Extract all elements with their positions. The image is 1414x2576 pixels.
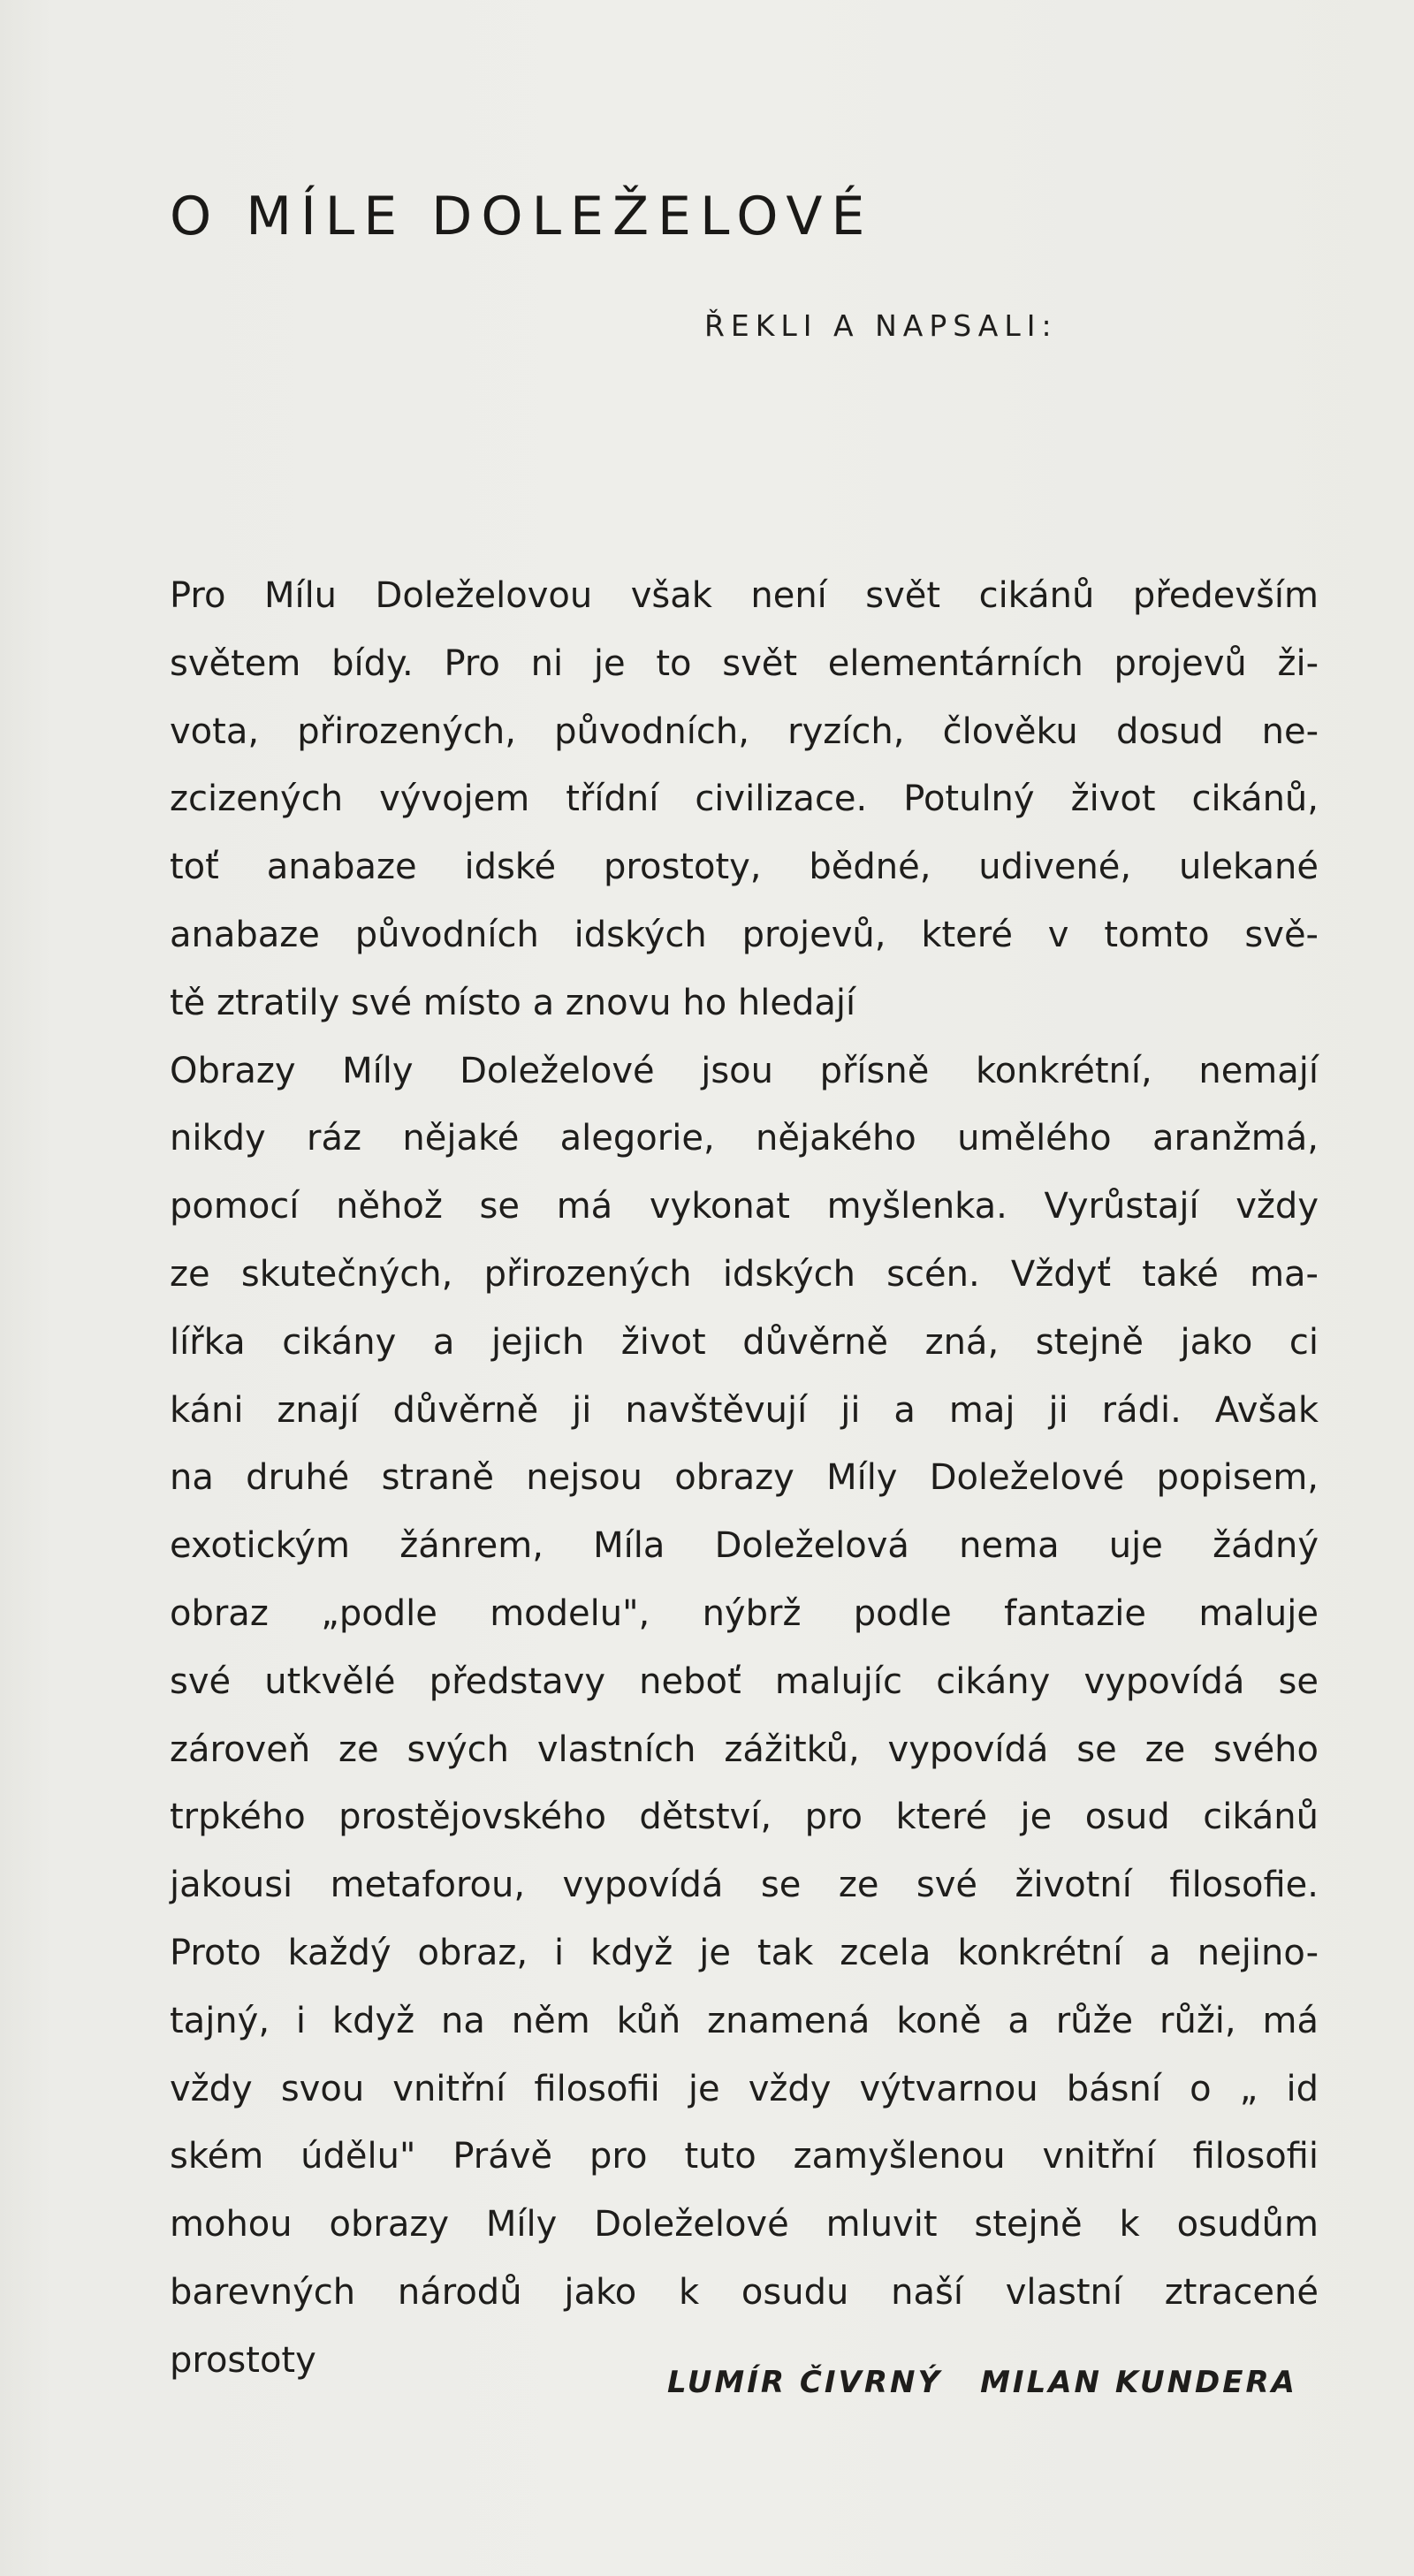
text-line: světem bídy. Pro ni je to svět elementárních projevů ži- (170, 642, 1319, 684)
signatures (667, 2356, 1297, 2409)
text-line: exotickým žánrem, Míla Doleželová nema uje žádný (170, 1525, 1319, 1567)
text-line: barevných národů jako k osudu naší vlastní ztracené (170, 2271, 1319, 2313)
text-line: obraz „podle modelu", nýbrž podle fantazie maluje (170, 1592, 1319, 1634)
author-signature: MILAN KUNDERA (980, 2365, 1297, 2400)
text-line: tě ztratily své místo a znovu ho hledají (170, 982, 856, 1023)
text-line: Obrazy Míly Doleželové jsou přísně konkrétní, nemají (170, 1050, 1319, 1091)
text-line: anabaze původních idských projevů, které v tomto svě- (170, 914, 1319, 955)
text-line: zároveň ze svých vlastních zážitků, vypovídá se ze svého (170, 1729, 1319, 1770)
text-line: ském údělu" Právě pro tuto zamyšlenou vnitřní filosofii (170, 2136, 1319, 2177)
page-title: O MÍLE DOLEŽELOVÉ (170, 186, 874, 247)
text-line: své utkvělé představy neboť malujíc cikány vypovídá se (170, 1660, 1319, 1702)
body-text (170, 562, 1319, 2395)
text-line: na druhé straně nejsou obrazy Míly Doleželové popisem, (170, 1457, 1319, 1499)
text-line: toť anabaze idské prostoty, bědné, udivené, ulekané (170, 847, 1319, 888)
text-line: Pro Mílu Doleželovou však není svět cikánů především (170, 575, 1319, 616)
text-line: nikdy ráz nějaké alegorie, nějakého umělého aranžmá, (170, 1118, 1319, 1159)
text-line: Proto každý obraz, i když je tak zcela konkrétní a nejino- (170, 1932, 1319, 1973)
text-line: zcizených vývojem třídní civilizace. Potulný život cikánů, (170, 779, 1319, 820)
text-line: vždy svou vnitřní filosofii je vždy výtvarnou básní o „ id (170, 2068, 1319, 2109)
text-line: pomocí něhož se má vykonat myšlenka. Vyrůstají vždy (170, 1186, 1319, 1227)
text-line: jakousi metaforou, vypovídá se ze své životní filosofie. (170, 1865, 1319, 1906)
text-line: tajný, i když na něm kůň znamená koně a růže růži, má (170, 2000, 1319, 2041)
page-subtitle: ŘEKLI A NAPSALI: (704, 308, 1058, 343)
text-line: káni znají důvěrně ji navštěvují ji a maj ji rádi. Avšak (170, 1389, 1319, 1431)
text-line: vota, přirozených, původních, ryzích, člověku dosud ne- (170, 710, 1319, 752)
text-line: lířka cikány a jejich život důvěrně zná, stejně jako ci (170, 1321, 1319, 1363)
author-signature: LUMÍR ČIVRNÝ (667, 2365, 943, 2400)
text-line: prostoty (170, 2339, 316, 2381)
text-line: mohou obrazy Míly Doleželové mluvit stejně k osudům (170, 2204, 1319, 2245)
text-line: trpkého prostějovského dětství, pro které je osud cikánů (170, 1797, 1319, 1838)
text-line: ze skutečných, přirozených idských scén. Vždyť také ma- (170, 1253, 1319, 1295)
